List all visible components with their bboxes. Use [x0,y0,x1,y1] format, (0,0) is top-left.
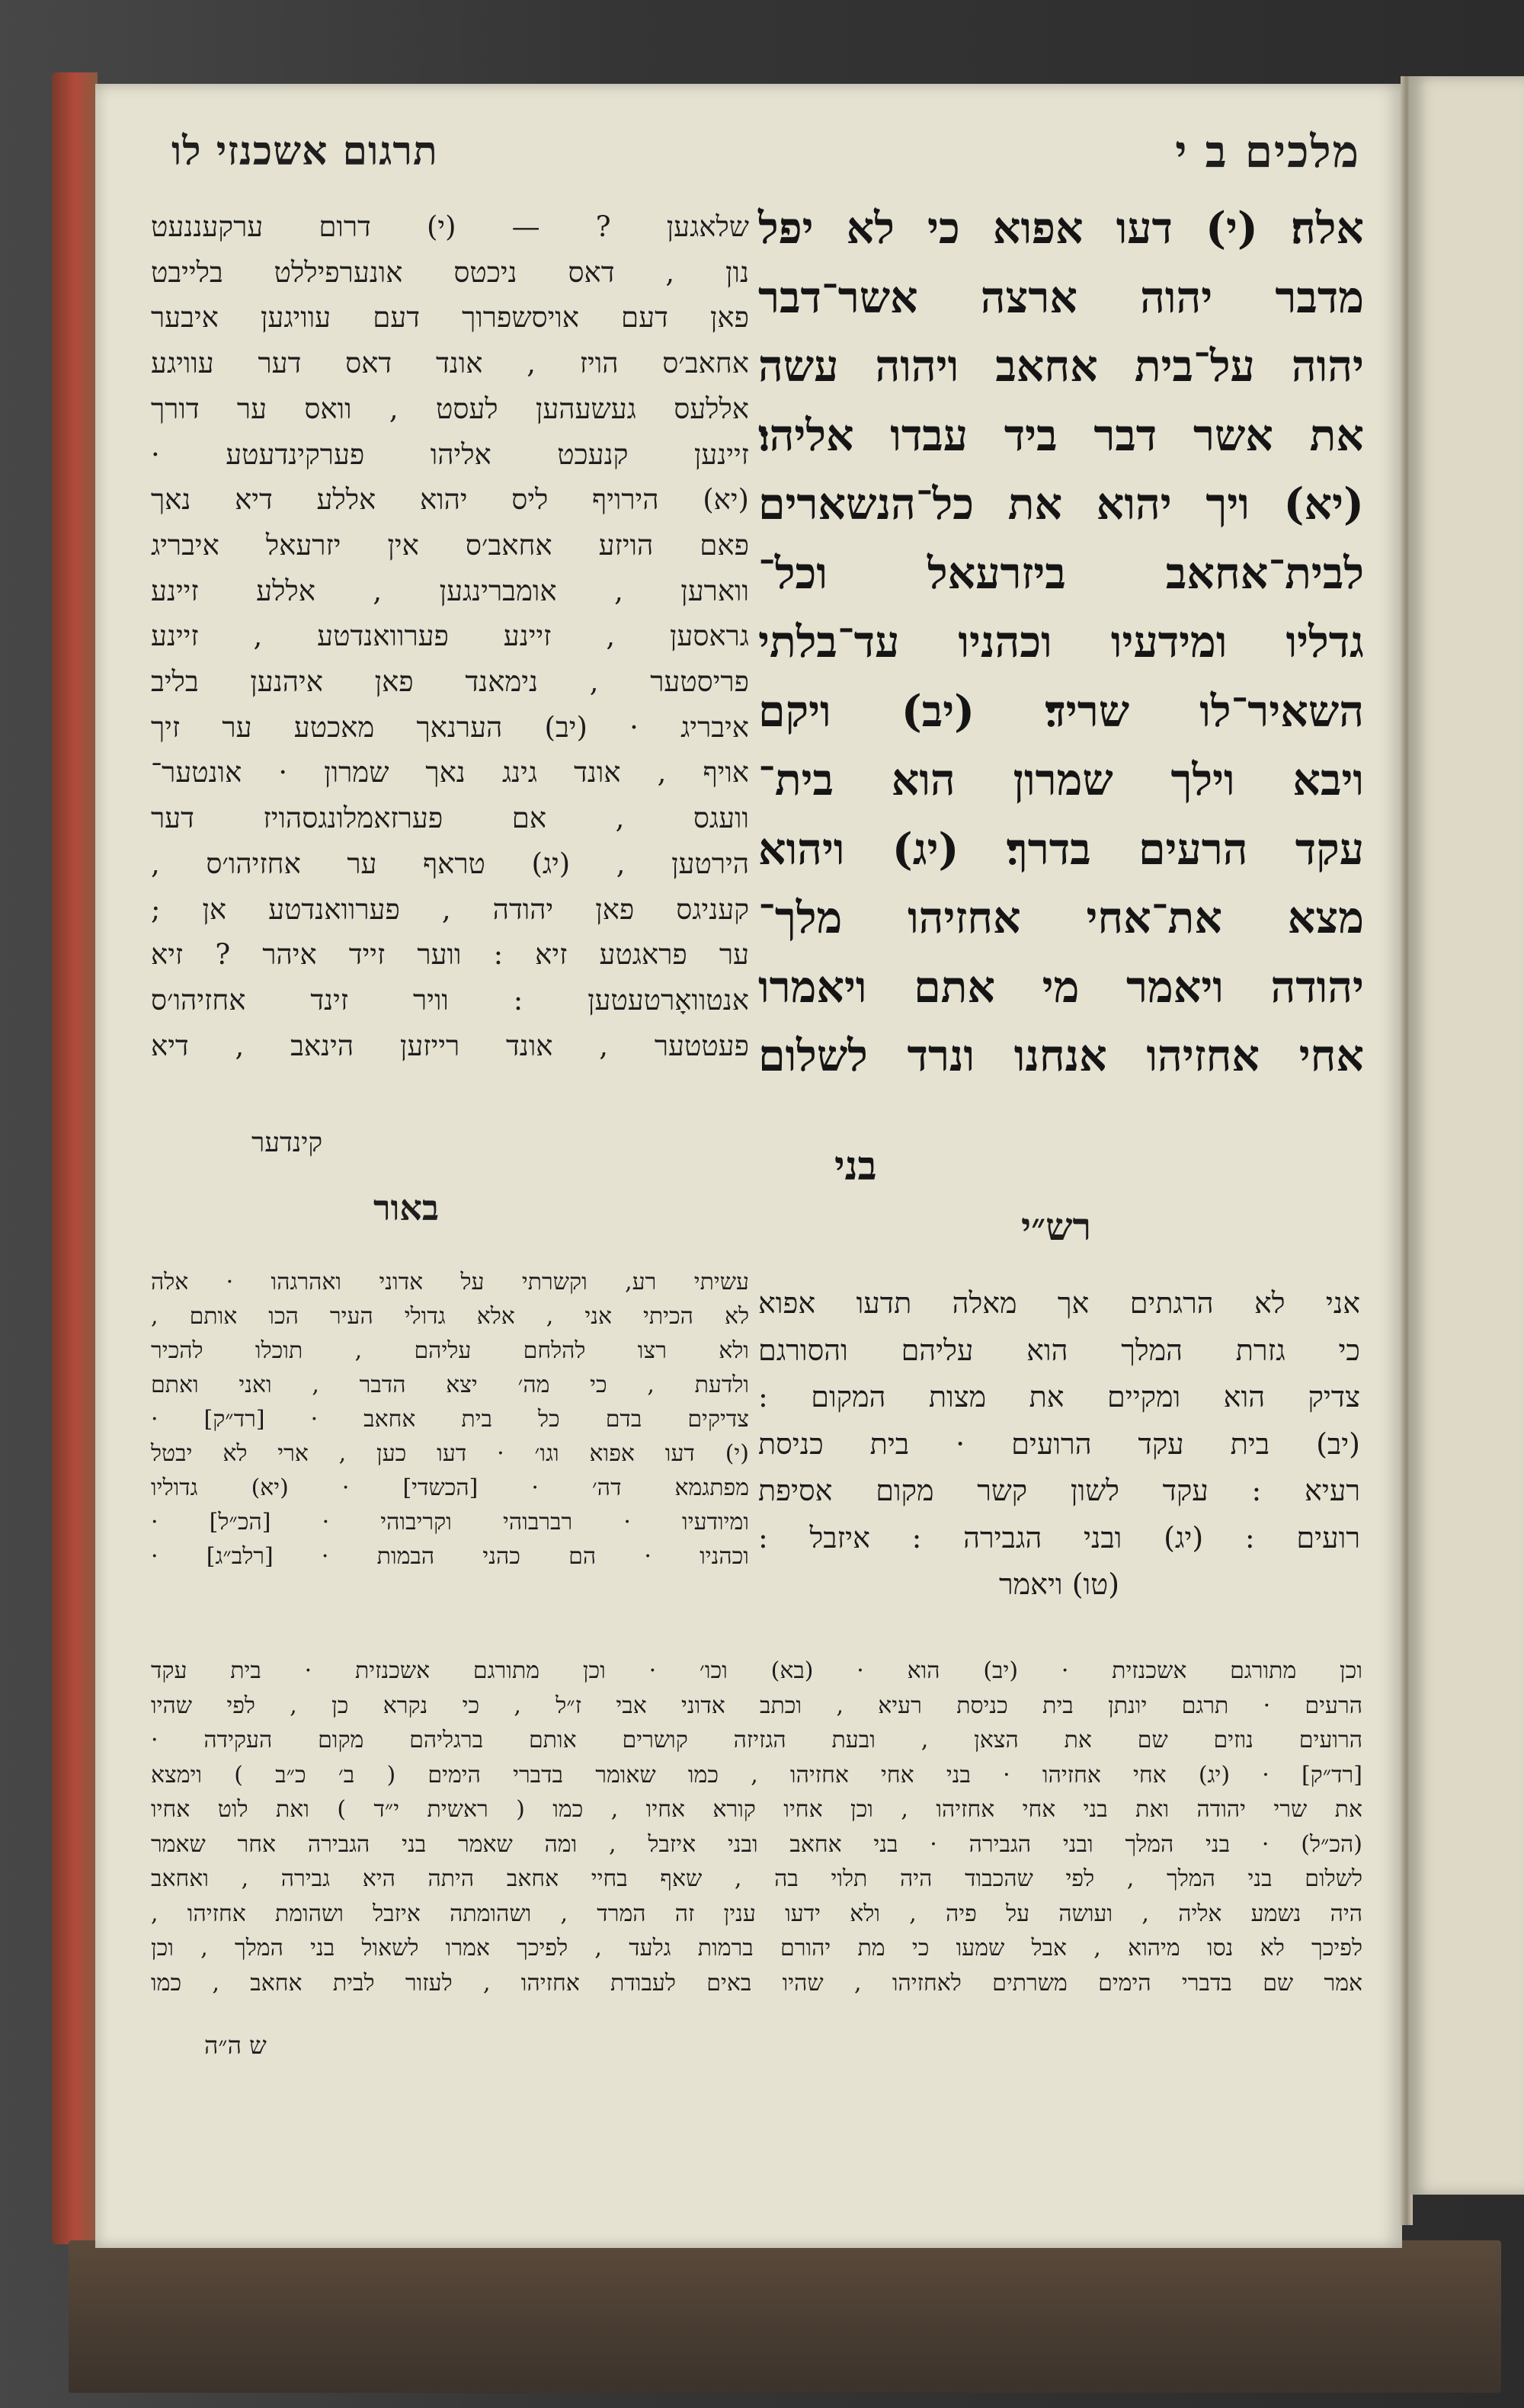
yiddish-line: שלאגען ? — (י) דרום ערקעננעט [151,210,749,243]
running-head-left: תרגום אשכנזי לו [171,128,438,175]
yiddish-line: נון , דאס ניכטס אונערפיללט בלייבט [151,255,749,289]
note-line: לפיכך לא נסו מיהוא , אבל שמעו כי מת יהורם ברמות גלעד , לפיכך אמרו לשאול בני המלך , וכן [151,1935,1363,1961]
rashi-commentary [758,1280,1360,1609]
hebrew-biblical-text [758,194,1364,1091]
biur-line: מפתגמא דה׳ · [הכשדי] · (יא) גדוליו [151,1475,749,1501]
yiddish-catchword: קינדער [251,1128,323,1158]
biur-line: ולא רצו להלחם עליהם , תוכלו להכיר [151,1337,749,1364]
hebrew-line: יהוה על־בית אחאב ויהוה עשה [758,341,1364,392]
hebrew-line: מצא את־אחי אחזיהו מלך־ [758,892,1364,943]
yiddish-line: פעטטער , אונד רייזען הינאב , דיא [151,1029,749,1062]
hebrew-line: יהודה ויאמר מי אתם ויאמרו [758,961,1364,1013]
biur-line: ולדעת , כי מה׳ יצא הדבר , ואני ואתם [151,1372,749,1398]
yiddish-line: הירטען , (יג) טראף ער אחזיהו׳ס , [151,847,749,880]
note-line: את שרי יהודה ואת בני אחי אחזיהו , וכן אחיו קורא אחיו , כמו ( ראשית י״ד ) ואת לוט אחיו [151,1796,1362,1823]
yiddish-line: ווארען , אומברינגען , אללע זיינע [151,574,749,607]
hebrew-line: מדבר יהוה ארצה אשר־דבר [758,271,1364,323]
hebrew-line: (יא) ויך יהוא את כל־הנשארים [758,479,1364,530]
yiddish-line: פריסטער , נימאנד פאן איהנען בליב [151,665,749,699]
yiddish-translation [151,204,749,1068]
biur-heading: באור [373,1187,440,1228]
note-line: היה נשמע אליה , ועושה על פיה , ולא ידעו ענין זה המרד , ושהומתה איזבל ושהומת אחזיהו , [151,1900,1362,1927]
rashi-line: צדיק הוא ומקיים את מצות המקום : [758,1380,1360,1414]
hebrew-catchword: בני [834,1143,877,1190]
biur-line: ומיודעיו · רברבוהי וקריבוהי · [הכ״ל] · [151,1509,749,1535]
note-line: הרועים נוזים שם את הצאן , ובעת הגזיזה קושרים אותם ברגליהם מקום העקידה · [151,1727,1362,1753]
yiddish-line: אנטוואָרטעטען : וויר זינד אחזיהו׳ס [151,983,749,1017]
biur-line: וכהניו · הם כהני הבמות · [רלב״ג] · [151,1543,749,1570]
hebrew-line: גדליו ומידעיו וכהניו עד־בלתי [758,616,1364,668]
yiddish-line: קעניגס פאן יהודה , פערוואנדטע אן ; [151,892,749,926]
yiddish-line: איבריג · (יב) הערנאך מאכטע ער זיך [151,710,749,744]
note-line: אמר שם בדברי הימים משרתים לאחזיהו , שהיו באים לעבודת אחזיהו , לעזור לבית אחאב , כמו [151,1969,1362,1997]
yiddish-line: פאן דעם אויסשפרוך דעם עוויגען איבער [151,301,749,335]
rashi-line: רעיא : עקד לשון קשר מקום אסיפת [758,1474,1360,1507]
book-edge-left [52,72,98,2244]
hebrew-line: את אשר דבר ביד עבדו אליהו׃ [758,409,1364,461]
yiddish-line: פאם הויזע אחאב׳ס אין יזרעאל איבריג [151,528,749,562]
right-page-edge [1410,76,1524,2195]
biur-line: צדיקים בדם כל בית אחאב · [רד״ק] · [151,1406,749,1433]
yiddish-line: זיינען קנעכט אליהו פערקינדעטע · [151,437,749,471]
signature-mark: ש ה״ה [204,2031,267,2060]
note-line: וכן מתורגם אשכנזית · (יב) הוא · (בא) וכו׳ · וכן מתורגם אשכנזית · בית עקד [151,1657,1362,1684]
yiddish-line: אחאב׳ס הויז , אונד דאס דער עוויגע [151,347,749,380]
hebrew-line: עקד הרעים בדרך׃ (יג) ויהוא [758,823,1364,875]
hebrew-line: השאיר־לו שריד׃ (יב) ויקם [758,685,1364,737]
note-line: (הכ״ל) · בני המלך ובני הגבירה · בני אחאב ובני איזבל , ומה שאמר בני הגבירה אחר שאמר [151,1830,1362,1858]
yiddish-line: (יא) הירויף ליס יהוא אללע דיא נאך [151,483,749,517]
rashi-line: כי גזרת המלך הוא עליהם והסורגם [758,1333,1360,1367]
rashi-line: רועים : (יג) ובני הגבירה : איזבל : [758,1520,1360,1555]
biur-commentary [151,1265,749,1574]
note-line: הרעים · תרגם יונתן בית כניסת רעיא , וכתב אדוני אבי ז״ל , כי נקרא כן , לפי שהיו [151,1692,1362,1719]
biur-line: לא הכיתי אני , אלא גדולי העיר הכו אותם , [151,1303,749,1330]
rashi-line: (יב) בית עקד הרועים · בית כניסת [758,1427,1360,1461]
yiddish-line: אללעס געשעהען לעסט , וואס ער דורך [151,392,749,425]
rashi-heading: רש״י [1021,1204,1092,1249]
note-line: לשלום בני המלך , לפי שהכבוד היה תלוי בה , שאף בחיי אחאב היתה היא גבירה , ואחאב [151,1865,1362,1892]
hebrew-line: ויבא וילך שמרון הוא בית־ [758,754,1364,805]
note-line: [רד״ק] · (יג) אחי אחזיהו · בני אחי אחזיהו , כמו שאומר בדברי הימים ( ב׳ כ״ב ) וימצא [151,1761,1362,1788]
book-edge-bottom [69,2240,1501,2393]
biur-line: (י) דעו אפוא וגו׳ · דעו כען , ארי לא יבטל [151,1440,749,1467]
hebrew-line: לבית־אחאב ביזרעאל וכל־ [758,547,1364,599]
yiddish-line: וועגס , אם פערזאמלונגסהויז דער [151,802,749,835]
hebrew-line: אחי אחזיהו אנחנו ונרד לשלום [758,1030,1364,1081]
rashi-line: אני לא הרגתים אך מאלה תדעו אפוא [758,1286,1360,1320]
bottom-commentary [151,1654,1362,2000]
rashi-line: (טו) ויאמר [998,1567,1120,1601]
yiddish-line: גראסען , זיינע פערוואנדטע , זיינע [151,620,749,653]
biur-line: עשיתי רע, וקשרתי על אדוני ואהרגהו · אלה [151,1269,749,1295]
running-head-right: מלכים ב י [1175,126,1360,178]
yiddish-line: ער פראגטע זיא : ווער זייד איהר ? זיא [151,938,749,972]
yiddish-line: אויף , אונד גינג נאך שמרון · אונטער־ [151,756,749,789]
hebrew-line: אלה׃ (י) דעו אפוא כי לא יפל [758,203,1364,254]
